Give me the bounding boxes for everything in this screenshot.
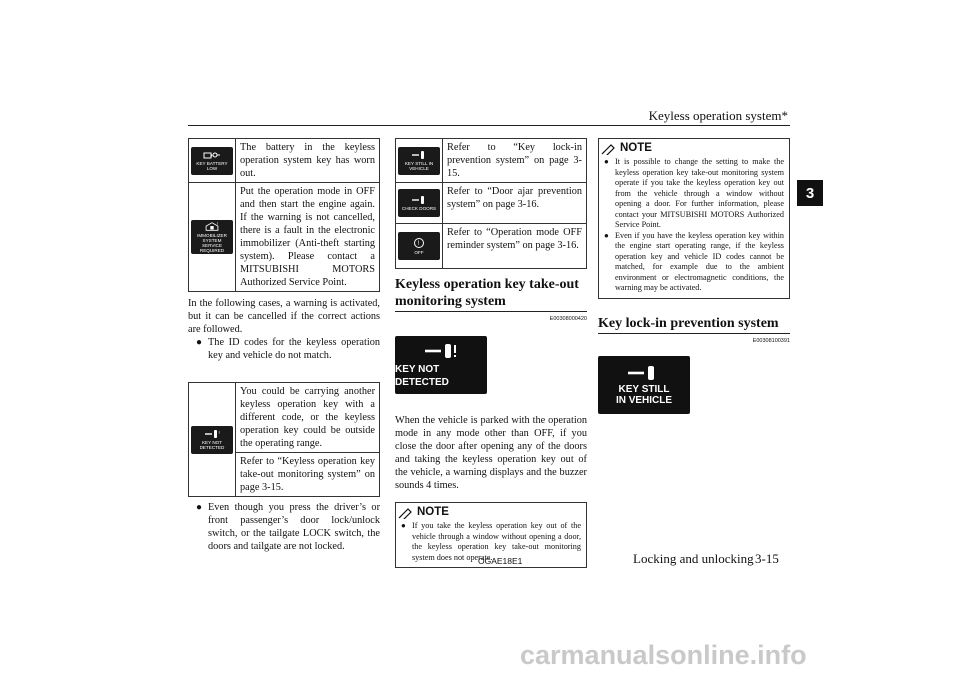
table-row bbox=[396, 183, 587, 224]
check-doors-icon bbox=[398, 189, 440, 217]
footer-section-name: Locking and unlocking bbox=[633, 551, 754, 566]
note-label: NOTE bbox=[620, 142, 652, 154]
icon-cell bbox=[396, 139, 443, 183]
bullet-text: Even though you press the driver’s or front passenger’s door lock/unlock switch, or the tailgate LOCK switch, the doors and tailgate are not locked. bbox=[208, 502, 380, 552]
note-box bbox=[598, 138, 790, 299]
icon-label: KEY NOT DETECTED bbox=[199, 440, 225, 450]
note-header bbox=[398, 506, 581, 519]
big-icon-line-1: KEY STILL bbox=[618, 383, 670, 395]
column-right bbox=[598, 138, 790, 414]
big-icon-line-2: IN VEHICLE bbox=[615, 394, 673, 406]
bullet-icon: ● bbox=[401, 521, 406, 530]
page-header-title: Keyless operation system* bbox=[648, 108, 788, 123]
key-battery-low-icon bbox=[191, 147, 233, 175]
bullet-icon: ● bbox=[196, 337, 203, 348]
warning-table-2 bbox=[188, 382, 380, 497]
warning-table-3 bbox=[395, 138, 587, 269]
list-item bbox=[604, 231, 784, 294]
table-cell: The battery in the keyless operation system key has worn out. bbox=[236, 139, 380, 183]
footer-code: OGAE18E1 bbox=[478, 556, 523, 566]
bullet-icon: ● bbox=[604, 157, 609, 166]
table-row bbox=[396, 139, 587, 183]
icon-label: CHECK DOORS bbox=[401, 206, 437, 211]
svg-text:!: ! bbox=[417, 241, 420, 247]
icon-cell bbox=[396, 224, 443, 269]
svg-text:!: ! bbox=[218, 430, 220, 435]
section-code: E00308100391 bbox=[752, 337, 790, 344]
table-row bbox=[189, 183, 380, 292]
key-not-detected-large-icon bbox=[395, 336, 487, 394]
footer-page-number: 3-15 bbox=[755, 551, 779, 566]
bullet-text: If you take the keyless operation key out of the vehicle through a window without opening a door, the keyless operation key take-out monitoring system does not operate. bbox=[412, 521, 581, 562]
operation-mode-off-icon bbox=[398, 232, 440, 260]
note-pencil-icon bbox=[601, 143, 617, 155]
intro-paragraph: In the following cases, a warning is activated, but it can be cancelled if the correct actions are followed. bbox=[188, 298, 380, 335]
icon-label: OFF bbox=[414, 250, 424, 255]
svg-text:!: ! bbox=[217, 221, 219, 227]
section-code: E00308000420 bbox=[549, 316, 587, 322]
chapter-tab: 3 bbox=[797, 180, 823, 206]
list-item bbox=[188, 501, 380, 553]
note-pencil-icon bbox=[398, 507, 414, 519]
header-rule bbox=[188, 125, 790, 126]
bullet-text: It is possible to change the setting to make the keyless operation key take-out monitoring system operate if you take the keyless operation key out from the vehicle through a window without opening a door. For further information, please contact your MITSUBISHI MOTORS Authorized Service Point. bbox=[615, 157, 784, 229]
table-cell: Refer to “Door ajar prevention system” on page 3-16. bbox=[443, 183, 587, 224]
icon-label: KEY BATTERY LOW bbox=[196, 161, 228, 171]
table-cell: Put the operation mode in OFF and then start the engine again. If the warning is not cancelled, there is a fault in the electronic immobilizer (Anti-theft starting system). Please contact a MITSUBISHI MOTORS Authorized Service Point. bbox=[236, 183, 380, 292]
section-title: Keyless operation key take-out monitoring system bbox=[395, 276, 587, 312]
icon-label: IMMOBILIZER SYSTEM SERVICE REQUIRED bbox=[197, 233, 227, 253]
list-item bbox=[188, 336, 380, 362]
key-still-in-vehicle-icon bbox=[398, 147, 440, 175]
table-row bbox=[396, 224, 587, 269]
icon-cell bbox=[189, 183, 236, 292]
table-cell: Refer to “Keyless operation key take-out monitoring system” on page 3-15. bbox=[236, 453, 380, 497]
note-header bbox=[601, 142, 784, 155]
bullet-icon: ● bbox=[604, 230, 609, 240]
column-left bbox=[188, 138, 380, 553]
watermark: carmanualsonline.info bbox=[520, 640, 807, 670]
icon-cell bbox=[189, 383, 236, 497]
table-cell: You could be carrying another keyless operation key with a different code, or the keyless operation key could be outside the operating range. bbox=[236, 383, 380, 453]
note-label: NOTE bbox=[417, 506, 449, 518]
key-not-detected-icon bbox=[191, 426, 233, 454]
big-icon-label: KEY NOT DETECTED bbox=[395, 363, 449, 388]
bullet-icon: ● bbox=[196, 502, 203, 513]
table-row bbox=[189, 139, 380, 183]
warning-table-1 bbox=[188, 138, 380, 292]
icon-cell bbox=[189, 139, 236, 183]
table-cell: Refer to “Key lock-in prevention system” on page 3-15. bbox=[443, 139, 587, 183]
column-middle bbox=[395, 138, 587, 568]
icon-label: KEY STILL IN VEHICLE bbox=[404, 161, 434, 171]
bullet-text: Even if you have the keyless operation key within the engine start operating range, if the keyless operation key and vehicle ID codes cannot be matched, for example due to the ambient environment or electromagnetic conditions, the warning may be activated. bbox=[615, 230, 784, 292]
icon-cell bbox=[396, 183, 443, 224]
section-title: Key lock-in prevention system bbox=[598, 315, 790, 334]
table-cell: Refer to “Operation mode OFF reminder system” on page 3-16. bbox=[443, 224, 587, 269]
body-paragraph: When the vehicle is parked with the operation mode in any mode other than OFF, if you close the door after opening any of the doors and taking the keyless operation key out of the vehicle, a warning displays and the buzzer sounds 4 times. bbox=[395, 415, 587, 491]
key-still-in-vehicle-large-icon bbox=[598, 356, 690, 414]
immobilizer-icon bbox=[191, 220, 233, 254]
table-row bbox=[189, 383, 380, 453]
list-item bbox=[604, 157, 784, 231]
bullet-text: The ID codes for the keyless operation key and vehicle do not match. bbox=[208, 337, 380, 361]
